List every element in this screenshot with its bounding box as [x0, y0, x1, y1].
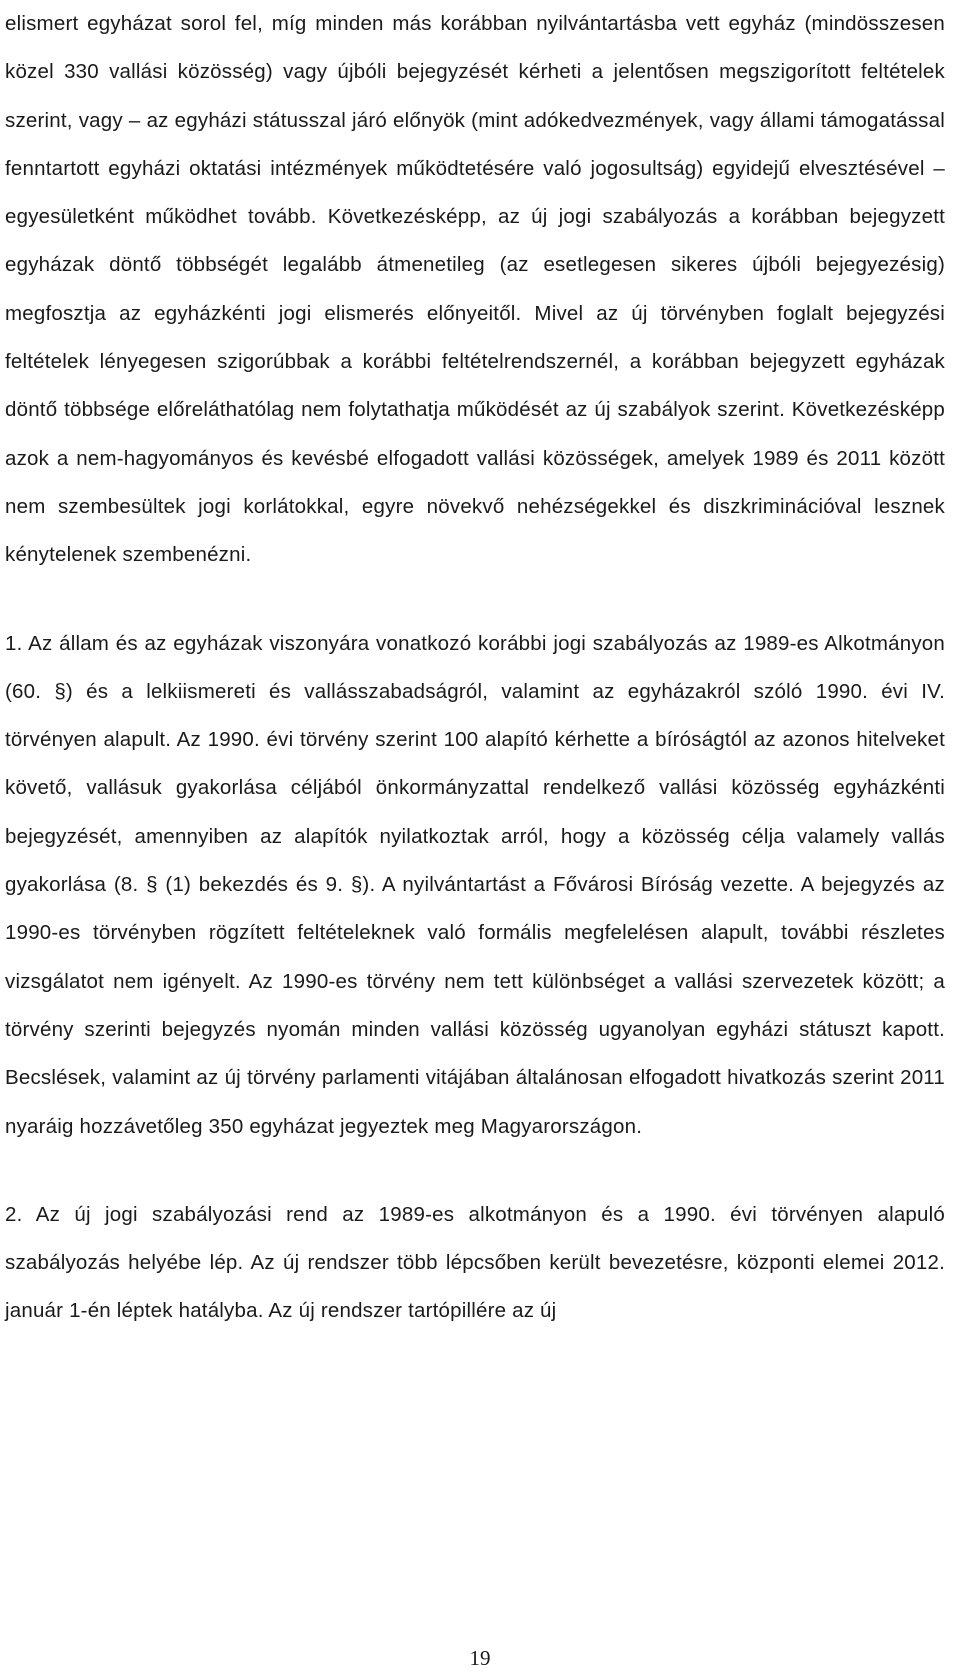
document-page — [5, 0, 945, 1336]
page-number: 19 — [469, 1646, 491, 1670]
paragraph-2: 2. Az új jogi szabályozási rend az 1989-es alkotmányon és a 1990. évi törvényen alapuló szabályozás helyébe lép. Az új rendszer több lépcsőben került bevezetésre, központi elemei 2012. január 1-én léptek hatályba. Az új rendszer tartópillére az új — [5, 1202, 945, 1323]
paragraph-1: 1. Az állam és az egyházak viszonyára vonatkozó korábbi jogi szabályozás az 1989-es Alkotmányon (60. §) és a lelkiismereti és vallásszabadságról, valamint az egyházakról szóló 1990. évi IV. törvényen alapult. Az 1990. évi törvény szerint 100 alapító kérhette a bíróságtól az azonos hitelveket követő, vallásuk gyakorlása céljából önkormányzattal rendelkező vallási közösség egyházkénti bejegyzését, amennyiben az alapítók nyilatkoztak arról, hogy a közösség célja valamely vallás gyakorlása (8. § (1) bekezdés és 9. §). A nyilvántartást a Fővárosi Bíróság vezette. A bejegyzés az 1990-es törvényben rögzített feltételeknek való formális megfelelésen alapult, további részletes vizsgálatot nem igényelt. Az 1990-es törvény nem tett különbséget a vallási szervezetek között; a törvény szerinti bejegyzés nyomán minden vallási közösség ugyanolyan egyházi státuszt kapott. Becslések, valamint az új törvény parlamenti vitájában általánosan elfogadott hivatkozás szerint 2011 nyaráig hozzávetőleg 350 egyházat jegyeztek meg Magyarországon. — [5, 631, 945, 1138]
paragraph-intro: elismert egyházat sorol fel, míg minden más korábban nyilvántartásba vett egyház (mindösszesen közel 330 vallási közösség) vagy újbóli bejegyzését kérheti a jelentősen megszigorított feltételek szerint, vagy – az egyházi státusszal járó előnyök (mint adókedvezmények, vagy állami támogatással fenntartott egyházi oktatási intézmények működtetésére való jogosultság) egyidejű elvesztésével – egyesületként működhet tovább. Következésképp, az új jogi szabályozás a korábban bejegyzett egyházak döntő többségét legalább átmenetileg (az esetlegesen sikeres újbóli bejegyezésig) megfosztja az egyházkénti jogi elismerés előnyeitől. Mivel az új törvényben foglalt bejegyzési feltételek lényegesen szigorúbbak a korábbi feltételrendszernél, a korábban bejegyzett egyházak döntő többsége előreláthatólag nem folytathatja működését az új szabályok szerint. Következésképp azok a nem-hagyományos és kevésbé elfogadott vallási közösségek, amelyek 1989 és 2011 között nem szembesültek jogi korlátokkal, egyre növekvő nehézségekkel és diszkriminációval lesznek kénytelenek szembenézni. — [5, 12, 945, 567]
